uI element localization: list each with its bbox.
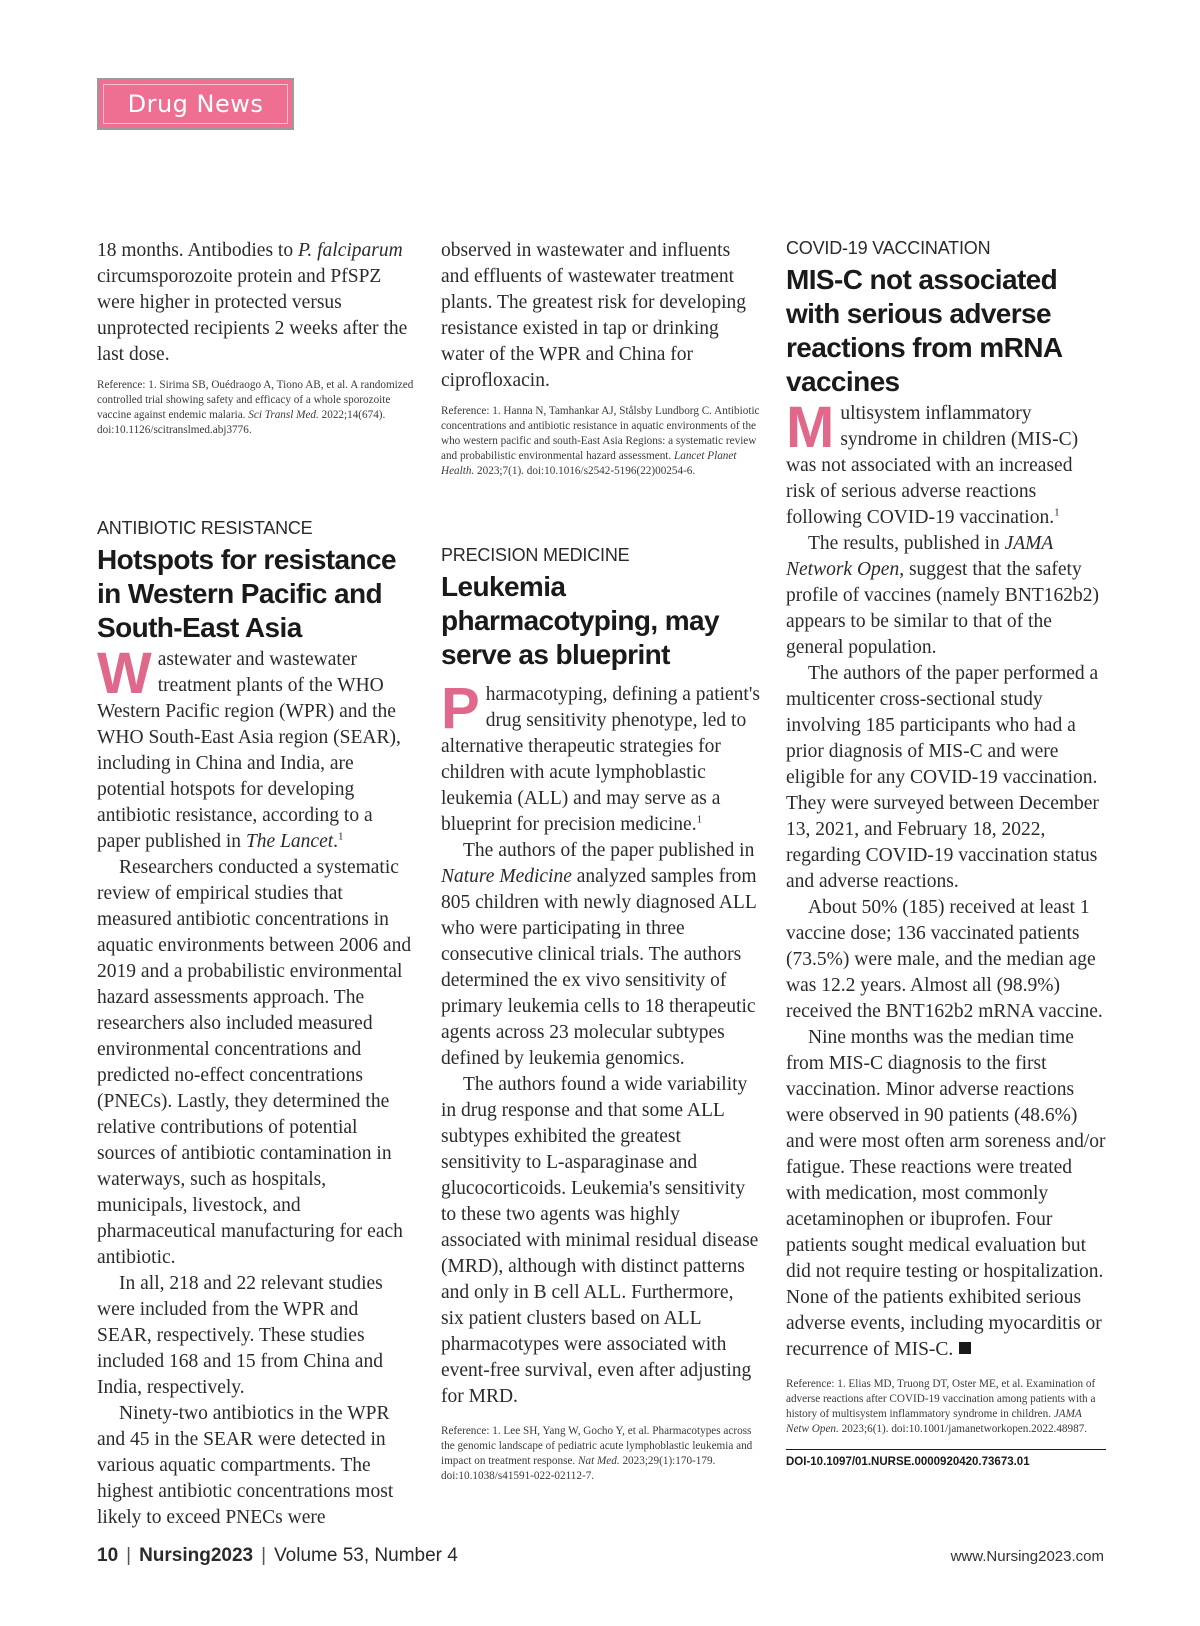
column-3 <box>786 238 1106 1468</box>
misc-paragraph-4: About 50% (185) received at least 1 vaccine dose; 136 vaccinated patients (73.5%) were male, and the median age was 12.2 years. Almost all (98.9%) received the BNT162b2 mRNA vaccine. <box>786 897 1103 1022</box>
column-2 <box>441 238 761 1484</box>
leukemia-paragraph-3: The authors found a wide variability in drug response and that some ALL subtypes exhibited the greatest sensitivity to L-asparaginase and glucocorticoids. Leukemia's sensitivity to these two agents was highly associated with minimal residual disease (MRD), although with distinct patterns and only in B cell ALL. Furthermore, six patient clusters based on ALL pharmacotypes were associated with event-free survival, even after adjusting for MRD. <box>441 1074 759 1407</box>
badge-label: Drug News <box>127 90 264 118</box>
col3-reference: Reference: 1. Elias MD, Truong DT, Oster ME, et al. Examination of adverse reactions after COVID-19 vaccination among patients with a history of multisystem inflammatory syndrome in children. JAMA Netw Open. 2023;6(1). doi:10.1001/jamanetworkopen.2022.48987. <box>786 1378 1096 1435</box>
hotspots-paragraph-4: Ninety-two antibiotics in the WPR and 45 in the SEAR were detected in various aquatic compartments. The highest antibiotic concentrations most likely to exceed PNECs were <box>97 1403 394 1528</box>
dropcap-w: W <box>97 641 152 706</box>
page-footer <box>97 1541 1104 1571</box>
headline-hotspots: Hotspots for resistance in Western Pacific and South-East Asia <box>97 544 396 643</box>
col1-lead-reference: Reference: 1. Sirima SB, Ouédraogo A, Tiono AB, et al. A randomized controlled trial showing safety and efficacy of a whole sporozoite vaccine against endemic malaria. Sci Transl Med. 2022;14(674). doi:10.1126/scitranslmed.abj3776. <box>97 379 414 436</box>
dropcap-m: M <box>786 395 835 460</box>
col1-lead-paragraph: 18 months. Antibodies to P. falciparum circumsporozoite protein and PfSPZ were higher in protected versus unprotected recipients 2 weeks after the last dose. <box>97 240 408 365</box>
hotspots-paragraph-3: In all, 218 and 22 relevant studies were included from the WPR and SEAR, respectively. These studies included 168 and 15 from China and India, respectively. <box>97 1273 383 1398</box>
section-label-antibiotic: ANTIBIOTIC RESISTANCE <box>97 518 313 538</box>
footer-separator: | <box>126 1545 132 1566</box>
journal-name: Nursing2023 <box>139 1545 254 1566</box>
headline-leukemia: Leukemia pharmacotyping, may serve as blueprint <box>441 571 720 670</box>
col2-lead-paragraph: observed in wastewater and influents and effluents of wastewater treatment plants. The greatest risk for developing resistance existed in tap or drinking water of the WPR and China for ciprofloxacin. <box>441 240 747 391</box>
misc-paragraph-1: Multisystem inflammatory syndrome in children (MIS-C) was not associated with an increased risk of serious adverse reactions following COVID-19 vaccination.$^1$ <box>786 395 1079 528</box>
headline-mis-c: MIS-C not associated with serious adverse reactions from mRNA vaccines <box>786 264 1062 397</box>
column-1 <box>97 238 417 1531</box>
footer-separator: | <box>261 1545 267 1566</box>
doi-text: DOI-10.1097/01.NURSE.0000920420.73673.01 <box>786 1456 1030 1468</box>
hotspots-paragraph-2: Researchers conducted a systematic review of empirical studies that measured antibiotic concentrations in aquatic environments between 2006 and 2019 and a probabilistic environmental hazard assessments approach. The researchers also included measured environmental concentrations and predicted no-effect concentrations (PNECs). Lastly, they determined the relative contributions of potential sources of antibiotic contamination in waterways, such as hospitals, municipals, livestock, and pharmaceutical manufacturing for each antibiotic. <box>97 857 412 1268</box>
footer-left <box>97 1545 458 1567</box>
issue-info: Volume 53, Number 4 <box>274 1545 458 1566</box>
drug-news-badge <box>97 78 294 130</box>
leukemia-paragraph-1: Pharmacotyping, defining a patient's drug sensitivity phenotype, led to alternative therapeutic strategies for children with acute lymphoblastic leukemia (ALL) and may serve as a blueprint for precision medicine.$^1$ <box>441 676 760 835</box>
misc-paragraph-2: The results, published in JAMA Network Open, suggest that the safety profile of vaccines (namely BNT162b2) appears to be similar to that of the general population. <box>786 533 1099 658</box>
leukemia-paragraph-2: The authors of the paper published in Nature Medicine analyzed samples from 805 children with newly diagnosed ALL who were participating in three consecutive clinical trials. The authors determined the ex vivo sensitivity of primary leukemia cells to 18 therapeutic agents across 23 molecular subtypes defined by leukemia genomics. <box>441 840 757 1069</box>
misc-paragraph-5: Nine months was the median time from MIS-C diagnosis to the first vaccination. Minor adverse reactions were observed in 90 patients (48.6%) and were most often arm soreness and/or fatigue. These reactions were treated with medication, most commonly acetaminophen or ibuprofen. Four patients sought medical evaluation but did not require testing or hospitalization. None of the patients exhibited serious adverse events, including myocarditis or recurrence of MIS-C. <box>786 1027 1106 1360</box>
page-number: 10 <box>97 1545 119 1566</box>
section-label-precision: PRECISION MEDICINE <box>441 545 630 565</box>
hotspots-paragraph-1: Wastewater and wastewater treatment plants of the WHO Western Pacific region (WPR) and the WHO South-East Asia region (SEAR), including in China and India, are potential hotspots for developing antibiotic resistance, according to a paper published in The Lancet.$^1$ <box>97 641 401 852</box>
dropcap-p: P <box>441 676 480 741</box>
section-label-covid: COVID-19 VACCINATION <box>786 238 991 258</box>
end-mark-icon <box>959 1342 971 1354</box>
misc-paragraph-3: The authors of the paper performed a multicenter cross-sectional study involving 185 participants who had a prior diagnosis of MIS-C and were eligible for any COVID-19 vaccination. They were surveyed between December 13, 2021, and February 18, 2022, regarding COVID-19 vaccination status and adverse reactions. <box>786 663 1099 892</box>
col2-reference: Reference: 1. Lee SH, Yang W, Gocho Y, et al. Pharmacotypes across the genomic landscape of pediatric acute lymphoblastic leukemia and impact on treatment response. Nat Med. 2023;29(1):170-179. doi:10.1038/s41591-022-02112-7. <box>441 1425 753 1482</box>
col2-lead-reference: Reference: 1. Hanna N, Tamhankar AJ, Stålsby Lundborg C. Antibiotic concentrations and antibiotic resistance in aquatic environments of the who western pacific and south-East Asia Regions: a systematic review and probabilistic environmental hazard assessment. Lancet Planet Health. 2023;7(1). doi:10.1016/s2542-5196(22)00254-6. <box>441 405 760 477</box>
website-link[interactable]: www.Nursing2023.com <box>950 1547 1104 1565</box>
doi-divider <box>786 1449 1106 1468</box>
